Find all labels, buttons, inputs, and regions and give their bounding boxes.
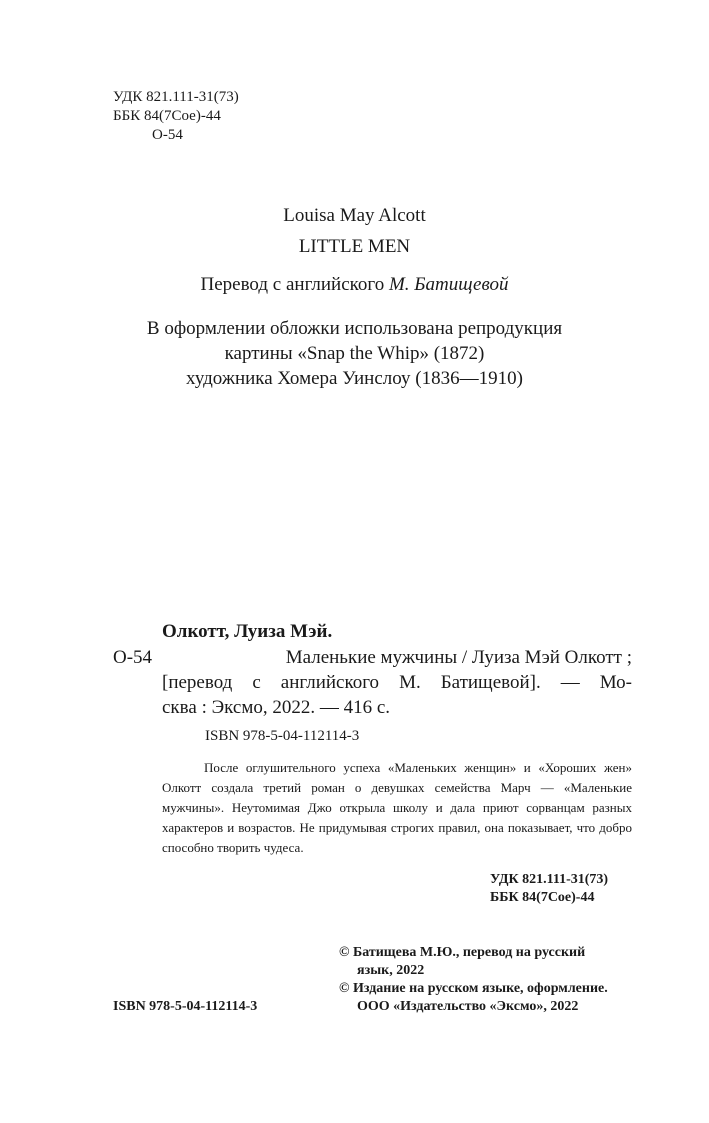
translation-prefix: Перевод с английского [200,274,389,295]
translator-name: М. Батищевой [388,274,509,295]
bib-heading: Олкотт, Луиза Мэй. [162,621,333,642]
original-title: LITTLE MEN [298,236,411,257]
copyright-line-4: ООО «Издательство «Эксмо», 2022 [357,999,579,1014]
bbk-code: ББК 84(7Сое)-44 [113,108,221,124]
translation-line [0,274,709,296]
bib-line-2: [перевод с английского М. Батищевой]. — Мо- [162,672,632,693]
udk-code: УДК 821.111-31(73) [113,89,239,105]
annotation-udk: УДК 821.111-31(73) [490,872,609,887]
isbn-bottom: ISBN 978-5-04-112114-3 [113,999,258,1014]
copyright-line-1: © Батищева М.Ю., перевод на русский [339,945,586,960]
bib-line-1: Маленькие мужчины / Луиза Мэй Олкотт ; [285,647,632,668]
copyright-line-3: © Издание на русском языке, оформление. [339,981,608,996]
original-author: Louisa May Alcott [283,205,426,226]
cover-credit-line-3: художника Хомера Уинслоу (1836—1910) [186,368,523,389]
annotation-block [162,758,632,858]
bib-line-3: сква : Эксмо, 2022. — 416 с. [162,697,391,718]
bib-mark: О-54 [113,647,153,668]
copyright-line-2: язык, 2022 [357,963,425,978]
annotation-text: После оглушительного успеха «Маленьких женщин» и «Хороших жен» Олкотт создала третий роман о девушках семейства Марч — «Маленькие мужчины». Неутомимая Джо открыла школу и дала приют сорванцам разных характеров и возрастов. Не придумывая строгих правил, она показывает, что добро способно творить чудеса. [162,760,632,855]
cover-credit-line-2: картины «Snap the Whip» (1872) [224,343,485,364]
annotation-bbk: ББК 84(7Сое)-44 [490,890,595,905]
bib-isbn: ISBN 978-5-04-112114-3 [205,728,360,744]
author-mark: О-54 [152,127,183,143]
cover-credit-line-1: В оформлении обложки использована репродукция [146,318,563,339]
